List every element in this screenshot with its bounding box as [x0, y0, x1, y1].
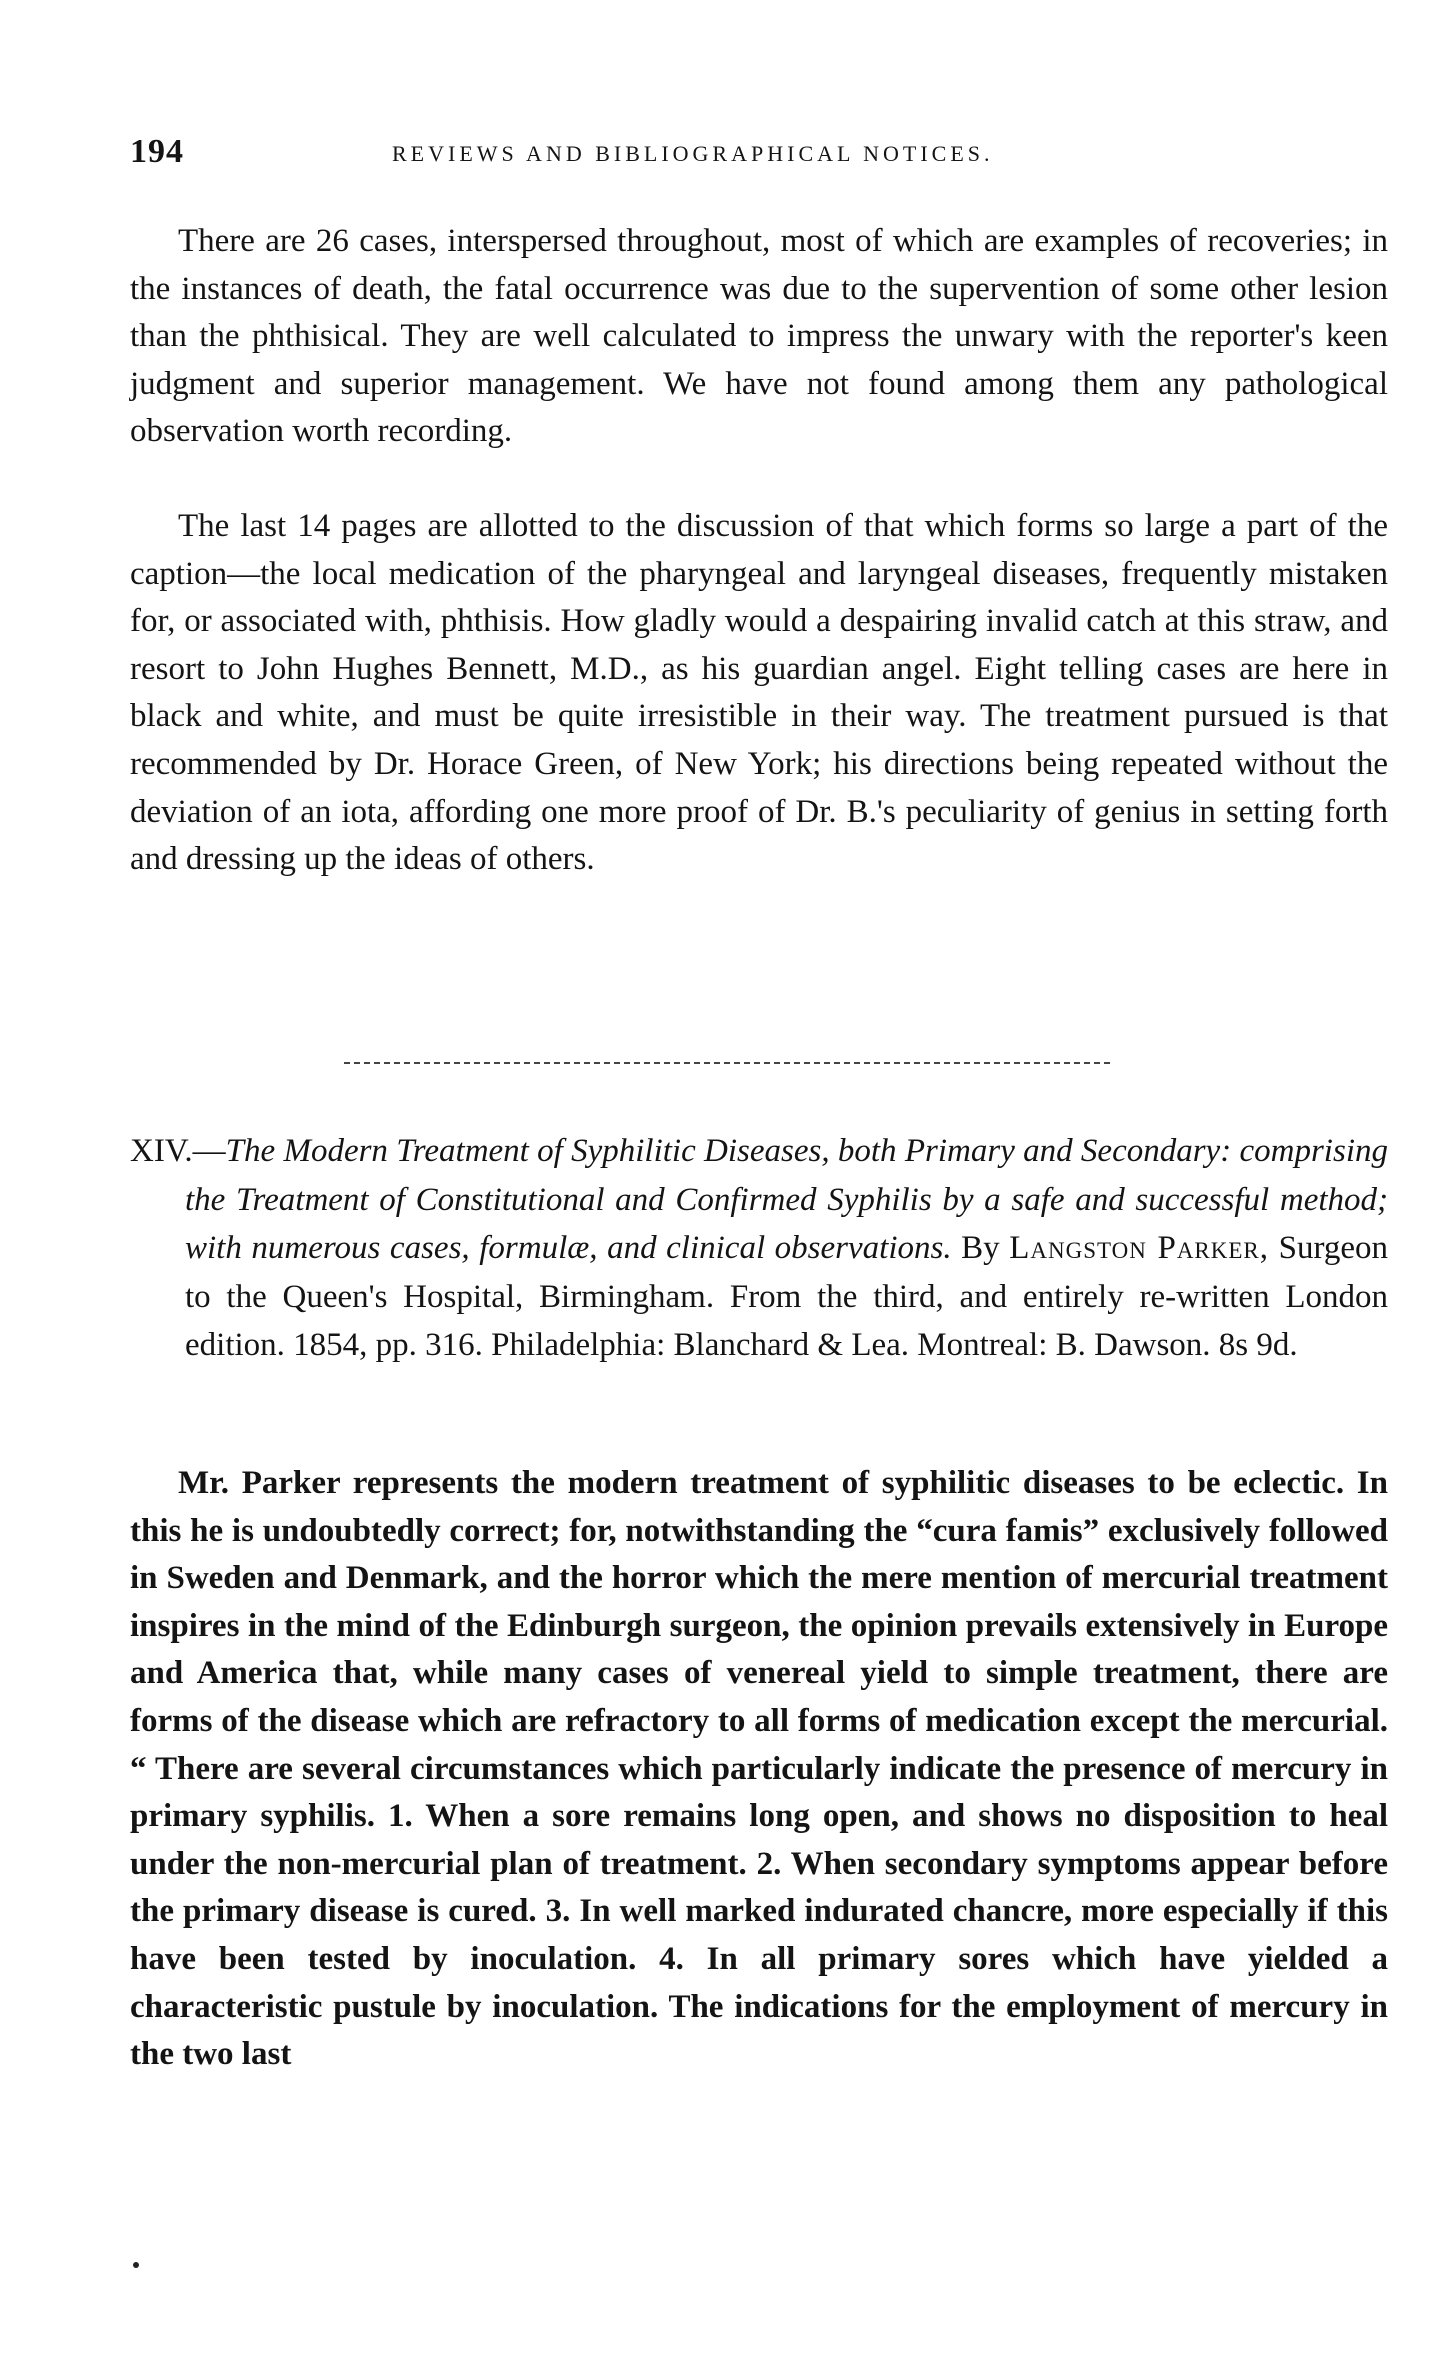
citation-dash: — — [192, 1133, 226, 1169]
page-header — [130, 133, 1380, 173]
page-number: 194 — [130, 133, 184, 170]
citation-book-title: The Modern Treatment of Syphilitic Diseases, both Primary and Secondary: comprising the Treatment of Constitutional and Confirmed Syphilis by a safe and successful method; with numerous cases, formulæ, and clinical observations. — [185, 1133, 1388, 1266]
citation-by: By — [961, 1230, 1000, 1266]
review-citation — [130, 1127, 1388, 1370]
paragraph-cases-summary: There are 26 cases, interspersed throughout, most of which are examples of recoveries; in the instances of death, the fatal occurrence was due to the supervention of some other lesion than the phthisical. They are well calculated to impress the unwary with the reporter's keen judgment and superior management. We have not found among them any pathological observation worth recording. — [130, 223, 1388, 450]
citation-details: Surgeon to the Queen's Hospital, Birmingham. From the third, and entirely re-written London edition. 1854, pp. 316. Philadelphia: Blanchard & Lea. Montreal: B. Dawson. 8s 9d. — [185, 1230, 1389, 1363]
paragraph-local-medication: The last 14 pages are allotted to the discussion of that which forms so large a part of the caption—the local medication of the pharyngeal and laryngeal diseases, frequently mistaken for, or associated with, phthisis. How gladly would a despairing invalid catch at this straw, and resort to John Hughes Bennett, M.D., as his guardian angel. Eight telling cases are here in black and white, and must be quite irresistible in their way. The treatment pursued is that recommended by Dr. Horace Green, of New York; his directions being repeated without the deviation of an iota, affording one more proof of Dr. B.'s peculiarity of genius in setting forth and dressing up the ideas of others. — [130, 508, 1388, 878]
section-divider — [344, 1062, 1110, 1064]
paragraph-parker-review: Mr. Parker represents the modern treatment of syphilitic diseases to be eclectic. In this he is undoubtedly correct; for, notwithstanding the “cura famis” exclusively followed in Sweden and Denmark, and the horror which the mere mention of mercurial treatment inspires in the mind of the Edinburgh surgeon, the opinion prevails extensively in Europe and America that, while many cases of venereal yield to simple treatment, there are forms of the disease which are refractory to all forms of medication except the mercurial. “ There are several circumstances which particularly indicate the presence of mercury in primary syphilis. 1. When a sore remains long open, and shows no disposition to heal under the non-mercurial plan of treatment. 2. When secondary symptoms appear before the primary disease is cured. 3. In well marked indurated chancre, more especially if this have been tested by inoculation. 4. In all primary sores which have yielded a characteristic pustule by inoculation. The indications for the employment of mercury in the two last — [130, 1465, 1388, 2073]
ink-dot — [133, 2262, 139, 2268]
citation-author: Langston Parker, — [1009, 1230, 1270, 1266]
running-head: REVIEWS AND BIBLIOGRAPHICAL NOTICES. — [392, 141, 994, 166]
citation-numeral: XIV. — [130, 1133, 193, 1169]
